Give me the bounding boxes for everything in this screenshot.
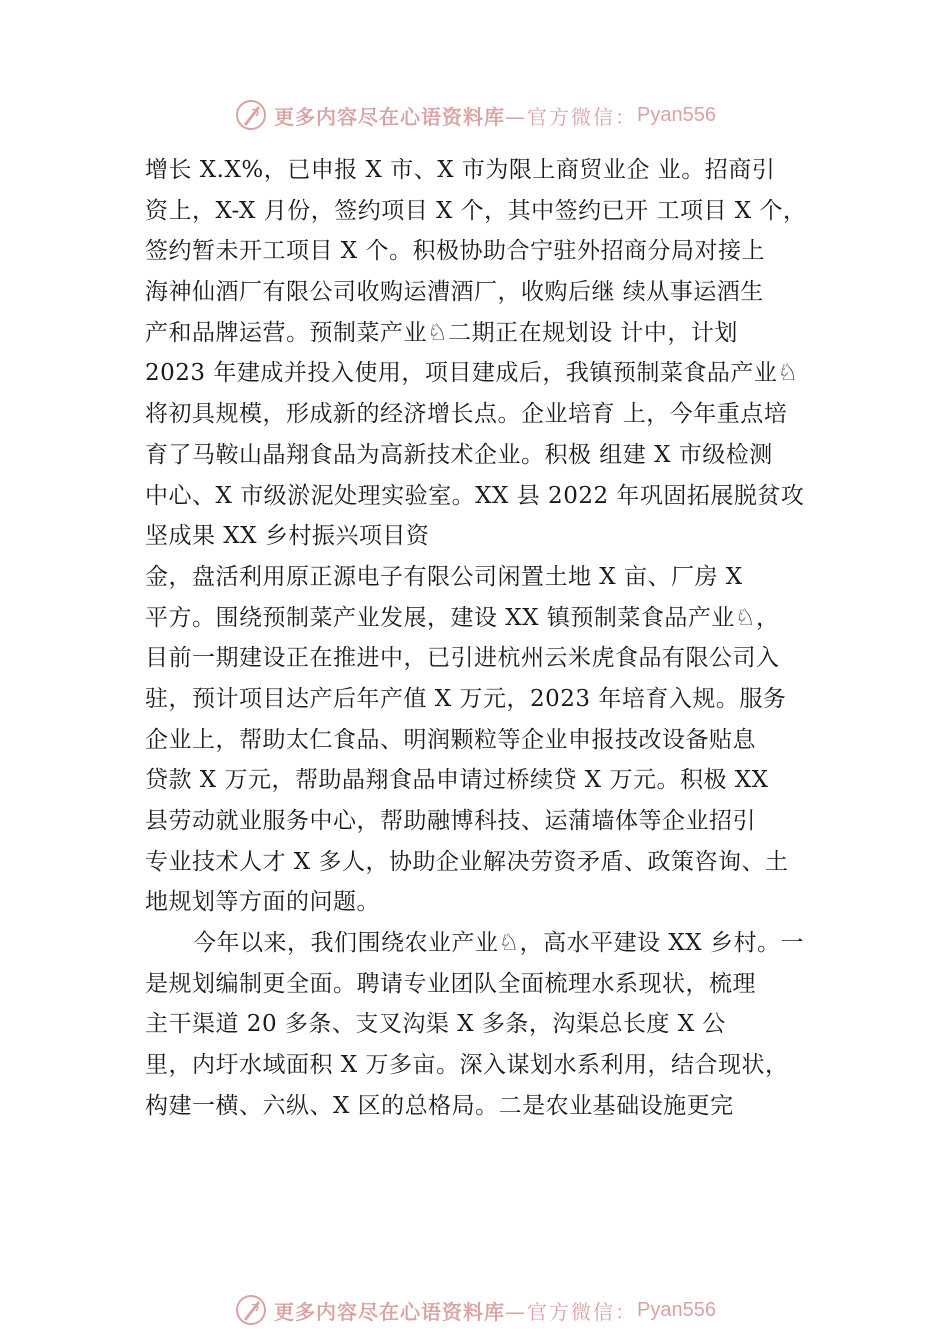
text-line: 海神仙酒厂有限公司收购运漕酒厂，收购后继 续从事运酒生 (145, 279, 764, 306)
text-line: 目前一期建设正在推进中，已引进杭州云米虎食品有限公司入 (145, 645, 780, 672)
text-line: 将初具规模，形成新的经济增长点。企业培育 上，今年重点培 (145, 401, 788, 428)
text-line: 专业技术人才 X 多人，协助企业解决劳资矛盾、政策咨询、土 (145, 848, 789, 875)
watermark-wechat-id: Pyan556 (637, 103, 716, 126)
text-line: 坚成果 XX 乡村振兴项目资 (145, 523, 430, 550)
text-line: 是规划编制更全面。聘请专业团队全面梳理水系现状，梳理 (145, 970, 756, 997)
watermark-wechat-id: Pyan556 (637, 1298, 716, 1321)
text-line: 贷款 X 万元，帮助晶翔食品申请过桥续贷 X 万元。积极 XX (145, 767, 769, 794)
watermark-title: 更多内容尽在心语资料库 (274, 1299, 506, 1324)
text-line: 育了马鞍山晶翔食品为高新技术企业。积极 组建 X 市级检测 (145, 441, 773, 468)
text-line: 增长 X.X%，已申报 X 市、X 市为限上商贸业企 业。招商引 (145, 157, 776, 183)
paragraph-start-line: 今年以来，我们围绕农业产业♘，高水平建设 XX 乡村。一 (193, 930, 804, 957)
text-line: 金，盘活利用原正源电子有限公司闲置土地 X 亩、厂房 X (145, 563, 743, 590)
watermark-subtitle: —官方微信： (505, 1299, 638, 1324)
text-line: 构建一横、六纵、X 区的总格局。二是农业基础设施更完 (145, 1092, 734, 1119)
text-line: 产和品牌运营。预制菜产业♘二期正在规划设 计中，计划 (145, 319, 738, 346)
text-line: 平方。围绕预制菜产业发展，建设 XX 镇预制菜食品产业♘， (145, 604, 780, 631)
header-watermark (0, 95, 950, 135)
feather-pen-logo-icon (234, 1293, 268, 1327)
text-line: 里，内圩水域面积 X 万多亩。深入谋划水系利用，结合现状， (145, 1052, 789, 1079)
text-line: 驻，预计项目达产后年产值 X 万元，2023 年培育入规。服务 (145, 685, 787, 712)
text-line: 2023 年建成并投入使用，项目建成后，我镇预制菜食品产业♘ (145, 360, 799, 387)
text-line: 主干渠道 20 多条、支叉沟渠 X 多条，沟渠总长度 X 公 (145, 1011, 726, 1038)
text-line: 县劳动就业服务中心，帮助融博科技、运蒲墙体等企业招引 (145, 808, 756, 834)
text-line: 企业上，帮助太仁食品、明润颗粒等企业申报技改设备贴息 (145, 726, 756, 753)
text-line: 地规划等方面的问题。 (145, 889, 380, 916)
text-line: 资上，X-X 月份，签约项目 X 个，其中签约已开 工项目 X 个， (145, 197, 807, 224)
feather-pen-logo-icon (234, 98, 268, 132)
watermark-subtitle: —官方微信： (505, 104, 638, 129)
watermark-title: 更多内容尽在心语资料库 (274, 104, 506, 129)
text-line: 签约暂未开工项目 X 个。积极协助合宁驻外招商分局对接上 (145, 238, 765, 265)
text-line: 中心、X 市级淤泥处理实验室。XX 县 2022 年巩固拓展脱贫攻 (145, 482, 805, 509)
document-body (145, 150, 845, 1127)
footer-watermark (0, 1290, 950, 1330)
